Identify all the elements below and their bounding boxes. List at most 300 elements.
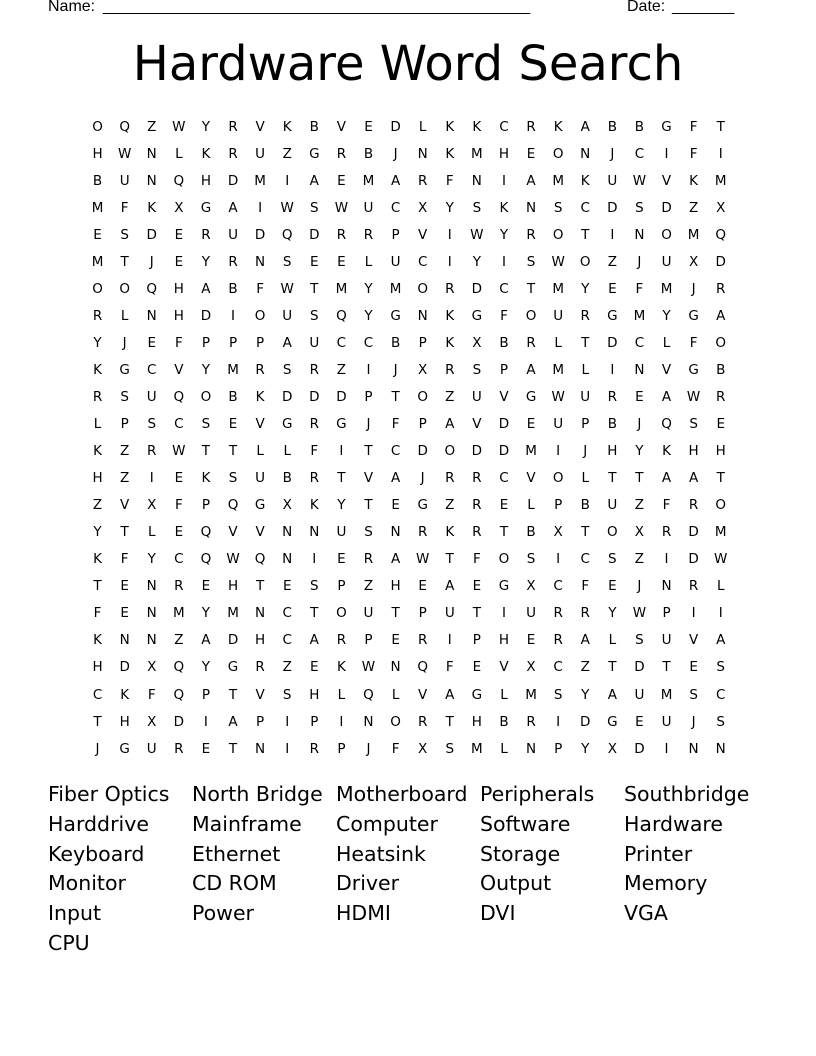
grid-letter: L — [147, 524, 156, 541]
grid-letter: E — [201, 740, 211, 757]
word-list-item: Mainframe — [192, 811, 302, 836]
grid-letter: R — [688, 578, 699, 595]
grid-letter: U — [363, 199, 374, 216]
grid-letter: E — [174, 470, 184, 487]
grid-letter: Z — [336, 361, 347, 378]
grid-letter: P — [201, 334, 210, 351]
grid-letter: I — [312, 551, 317, 568]
grid-letter: U — [444, 605, 455, 622]
grid-letter: C — [174, 551, 184, 568]
grid-letter: N — [634, 361, 645, 378]
grid-letter: F — [581, 578, 590, 595]
grid-letter: S — [445, 740, 455, 757]
grid-letter: O — [552, 226, 564, 243]
grid-letter: Y — [201, 659, 211, 676]
grid-letter: H — [390, 578, 401, 595]
grid-letter: W — [226, 551, 240, 568]
grid-letter: D — [119, 659, 130, 676]
grid-letter: A — [282, 334, 292, 351]
grid-letter: Y — [364, 280, 373, 297]
grid-letter: I — [339, 443, 344, 460]
grid-letter: S — [472, 361, 482, 378]
grid-letter: N — [146, 578, 157, 595]
grid-letter: E — [526, 632, 536, 649]
grid-letter: O — [200, 388, 212, 405]
grid-letter: E — [337, 172, 346, 189]
grid-letter: R — [363, 226, 374, 243]
grid-letter: T — [391, 388, 400, 405]
grid-letter: W — [470, 226, 484, 243]
grid-letter: E — [120, 578, 129, 595]
grid-letter: O — [715, 334, 727, 351]
grid-letter: D — [227, 172, 239, 189]
grid-letter: W — [172, 118, 186, 135]
grid-letter: R — [92, 307, 103, 324]
grid-letter: T — [228, 686, 238, 703]
grid-letter: N — [255, 253, 266, 270]
grid-letter: L — [662, 334, 671, 351]
grid-letter: U — [580, 388, 591, 405]
grid-letter: N — [146, 632, 157, 649]
grid-letter: O — [336, 605, 347, 622]
grid-letter: J — [583, 443, 588, 460]
grid-letter: U — [255, 145, 266, 162]
grid-letter: Z — [363, 578, 374, 595]
grid-row — [84, 248, 734, 275]
grid-letter: I — [203, 713, 208, 730]
grid-row — [84, 221, 734, 248]
grid-letter: Z — [120, 443, 130, 460]
grid-letter: F — [120, 551, 129, 568]
grid-letter: I — [149, 470, 154, 487]
grid-letter: W — [172, 443, 186, 460]
word-list-item: HDMI — [336, 901, 391, 926]
grid-row — [84, 302, 734, 329]
grid-letter: E — [391, 632, 400, 649]
grid-letter: P — [391, 226, 400, 243]
grid-letter: C — [390, 199, 401, 216]
grid-letter: E — [472, 659, 482, 676]
grid-letter: G — [607, 713, 618, 730]
grid-letter: M — [714, 524, 727, 541]
grid-letter: T — [364, 443, 373, 460]
grid-letter: C — [499, 470, 509, 487]
grid-letter: D — [688, 524, 699, 541]
grid-letter: B — [634, 118, 645, 135]
grid-letter: W — [714, 551, 728, 568]
grid-letter: J — [393, 361, 398, 378]
grid-letter: K — [120, 686, 130, 703]
grid-letter: X — [147, 659, 157, 676]
grid-letter: I — [366, 361, 371, 378]
grid-letter: S — [608, 551, 617, 568]
word-list-item: Power — [192, 901, 254, 926]
grid-letter: H — [255, 632, 266, 649]
grid-letter: P — [201, 497, 210, 514]
grid-letter: F — [635, 280, 644, 297]
grid-letter: R — [228, 253, 238, 270]
grid-letter: B — [92, 172, 103, 189]
grid-letter: E — [282, 578, 292, 595]
grid-letter: V — [472, 416, 482, 433]
grid-letter: X — [553, 524, 563, 541]
grid-letter: O — [417, 280, 428, 297]
grid-letter: Y — [201, 605, 211, 622]
grid-letter: A — [445, 578, 455, 595]
grid-letter: A — [716, 632, 726, 649]
grid-letter: M — [389, 280, 402, 297]
grid-letter: A — [201, 632, 211, 649]
grid-letter: U — [390, 253, 401, 270]
grid-letter: V — [255, 524, 265, 541]
grid-letter: R — [174, 740, 184, 757]
grid-letter: Z — [445, 388, 455, 405]
grid-letter: X — [472, 334, 482, 351]
grid-letter: G — [200, 199, 212, 216]
grid-letter: S — [120, 388, 129, 405]
grid-letter: M — [362, 172, 375, 189]
grid-letter: N — [525, 199, 537, 216]
grid-letter: Q — [200, 551, 212, 568]
word-list-item: Memory — [624, 871, 708, 896]
grid-letter: S — [310, 578, 319, 595]
grid-letter: T — [608, 470, 617, 487]
grid-letter: V — [499, 659, 509, 676]
grid-letter: H — [92, 145, 103, 162]
word-list-item: Input — [48, 901, 102, 926]
grid-letter: D — [417, 443, 428, 460]
grid-letter: E — [635, 713, 644, 730]
grid-letter: N — [417, 145, 428, 162]
grid-letter: N — [146, 145, 157, 162]
grid-letter: C — [553, 578, 563, 595]
grid-letter: U — [526, 605, 536, 622]
grid-letter: Q — [227, 497, 239, 514]
grid-letter: P — [662, 605, 671, 622]
grid-letter: X — [147, 497, 157, 514]
grid-letter: U — [553, 307, 564, 324]
grid-letter: A — [309, 172, 319, 189]
grid-letter: X — [688, 253, 699, 270]
grid-letter: C — [580, 551, 590, 568]
grid-row — [84, 167, 734, 194]
grid-letter: L — [500, 740, 508, 757]
grid-letter: M — [525, 443, 537, 460]
grid-letter: R — [526, 226, 536, 243]
grid-letter: U — [363, 605, 374, 622]
grid-letter: A — [716, 307, 726, 324]
grid-letter: R — [417, 632, 428, 649]
grid-letter: F — [689, 145, 698, 162]
grid-letter: B — [390, 334, 401, 351]
grid-letter: M — [227, 605, 239, 622]
grid-letter: E — [201, 578, 211, 595]
grid-letter: N — [146, 172, 157, 189]
grid-letter: O — [92, 118, 103, 135]
grid-letter: T — [120, 524, 129, 541]
grid-letter: N — [255, 605, 266, 622]
grid-letter: R — [336, 145, 347, 162]
grid-letter: O — [552, 470, 564, 487]
grid-letter: U — [661, 713, 672, 730]
grid-letter: J — [420, 470, 425, 487]
grid-letter: A — [445, 686, 455, 703]
grid-letter: D — [498, 416, 510, 433]
grid-letter: D — [715, 253, 726, 270]
grid-letter: M — [91, 253, 104, 270]
grid-letter: A — [607, 686, 617, 703]
grid-letter: T — [93, 578, 102, 595]
grid-letter: G — [119, 361, 130, 378]
grid-letter: E — [472, 578, 482, 595]
grid-letter: A — [228, 713, 238, 730]
grid-letter: R — [309, 740, 319, 757]
grid-letter: E — [310, 253, 319, 270]
grid-letter: T — [310, 605, 319, 622]
grid-letter: H — [119, 713, 130, 730]
grid-letter: U — [607, 497, 618, 514]
grid-letter: D — [227, 632, 239, 649]
grid-letter: S — [526, 551, 536, 568]
grid-letter: T — [581, 334, 590, 351]
grid-letter: A — [390, 172, 401, 189]
word-list-item: Harddrive — [48, 811, 149, 836]
grid-letter: P — [256, 713, 265, 730]
grid-letter: Z — [282, 145, 292, 162]
grid-letter: U — [146, 388, 157, 405]
grid-letter: T — [228, 740, 238, 757]
grid-letter: L — [581, 470, 589, 487]
grid-letter: K — [201, 470, 211, 487]
grid-letter: M — [633, 307, 646, 324]
grid-letter: D — [282, 388, 293, 405]
grid-letter: N — [282, 524, 293, 541]
page-title: Hardware Word Search — [132, 36, 684, 92]
word-list — [48, 780, 768, 959]
grid-letter: S — [526, 253, 536, 270]
grid-letter: M — [660, 280, 673, 297]
grid-letter: D — [390, 118, 401, 135]
grid-letter: F — [472, 551, 481, 568]
grid-letter: B — [228, 280, 238, 297]
grid-letter: Z — [634, 497, 645, 514]
grid-letter: G — [471, 307, 483, 324]
grid-letter: E — [337, 551, 346, 568]
grid-letter: U — [553, 416, 564, 433]
grid-letter: L — [283, 443, 291, 460]
grid-letter: C — [282, 632, 292, 649]
grid-letter: T — [364, 497, 373, 514]
grid-letter: B — [363, 145, 374, 162]
grid-letter: C — [499, 118, 509, 135]
grid-letter: R — [309, 416, 319, 433]
grid-letter: Z — [580, 659, 590, 676]
grid-letter: U — [661, 253, 672, 270]
grid-letter: Y — [201, 118, 211, 135]
grid-letter: T — [391, 605, 400, 622]
grid-letter: A — [390, 470, 401, 487]
grid-letter: I — [501, 172, 506, 189]
grid-letter: W — [415, 551, 430, 568]
grid-letter: N — [715, 740, 726, 757]
grid-letter: P — [581, 416, 590, 433]
grid-letter: P — [418, 605, 427, 622]
grid-letter: F — [662, 497, 671, 514]
grid-letter: D — [309, 226, 320, 243]
grid-letter: P — [499, 361, 509, 378]
grid-letter: D — [336, 388, 347, 405]
grid-letter: Y — [147, 551, 156, 568]
grid-letter: R — [417, 524, 428, 541]
grid-letter: N — [661, 578, 672, 595]
grid-letter: P — [310, 713, 319, 730]
grid-letter: G — [688, 307, 699, 324]
grid-letter: V — [499, 388, 509, 405]
grid-row — [84, 329, 734, 356]
grid-letter: N — [363, 713, 374, 730]
grid-letter: A — [688, 470, 699, 487]
grid-letter: S — [553, 199, 563, 216]
grid-letter: W — [632, 605, 647, 622]
grid-letter: X — [147, 713, 157, 730]
grid-letter: E — [228, 416, 238, 433]
grid-letter: W — [551, 388, 565, 405]
grid-letter: V — [526, 470, 536, 487]
grid-letter: R — [445, 280, 455, 297]
grid-letter: I — [556, 551, 561, 568]
grid-letter: N — [282, 551, 293, 568]
grid-letter: T — [581, 524, 590, 541]
grid-letter: B — [499, 334, 509, 351]
grid-letter: I — [718, 605, 723, 622]
grid-letter: F — [174, 497, 183, 514]
grid-letter: V — [120, 497, 130, 514]
grid-letter: R — [526, 713, 536, 730]
grid-letter: K — [445, 334, 455, 351]
word-list-item: Hardware — [624, 811, 723, 836]
word-list-item: Fiber Optics — [48, 782, 170, 806]
grid-letter: R — [472, 470, 482, 487]
grid-letter: W — [280, 199, 294, 216]
letter-grid — [84, 113, 734, 762]
grid-letter: R — [661, 524, 672, 541]
grid-letter: D — [254, 226, 266, 243]
grid-letter: K — [445, 145, 455, 162]
grid-letter: E — [337, 253, 346, 270]
grid-letter: F — [120, 199, 129, 216]
grid-letter: R — [716, 280, 726, 297]
grid-letter: Z — [92, 497, 103, 514]
grid-letter: I — [610, 226, 615, 243]
grid-letter: R — [147, 443, 157, 460]
grid-letter: M — [227, 361, 239, 378]
grid-letter: H — [688, 443, 699, 460]
grid-letter: G — [309, 145, 320, 162]
grid-letter: D — [634, 740, 645, 757]
grid-letter: F — [147, 686, 156, 703]
grid-letter: Y — [581, 740, 590, 757]
grid-letter: I — [691, 605, 696, 622]
grid-letter: F — [93, 605, 102, 622]
grid-letter: P — [554, 497, 563, 514]
grid-letter: V — [174, 361, 184, 378]
grid-row — [84, 356, 734, 383]
grid-letter: C — [92, 686, 103, 703]
grid-letter: G — [525, 388, 537, 405]
name-label: Name: — [48, 0, 96, 15]
grid-letter: P — [201, 686, 210, 703]
grid-letter: Y — [472, 253, 481, 270]
grid-letter: O — [444, 443, 456, 460]
grid-letter: C — [282, 605, 292, 622]
grid-letter: N — [390, 524, 401, 541]
grid-row — [84, 438, 734, 465]
grid-letter: U — [607, 172, 618, 189]
word-list-item: Monitor — [48, 871, 126, 896]
word-list-item: Southbridge — [624, 782, 750, 806]
grid-letter: G — [688, 361, 699, 378]
grid-row — [84, 519, 734, 546]
grid-letter: V — [661, 172, 672, 189]
grid-letter: P — [472, 632, 481, 649]
grid-letter: C — [553, 659, 563, 676]
grid-letter: M — [471, 145, 483, 162]
grid-letter: K — [255, 388, 265, 405]
grid-letter: R — [228, 118, 238, 135]
grid-letter: R — [553, 605, 563, 622]
grid-letter: O — [715, 497, 727, 514]
grid-letter: B — [607, 118, 617, 135]
grid-letter: V — [363, 470, 374, 487]
word-list-item: Peripherals — [480, 782, 595, 806]
grid-letter: M — [552, 361, 564, 378]
grid-letter: M — [687, 226, 700, 243]
grid-row — [84, 492, 734, 519]
word-list-item: Storage — [480, 841, 561, 866]
grid-letter: R — [445, 470, 455, 487]
grid-letter: X — [282, 497, 292, 514]
grid-letter: E — [635, 388, 644, 405]
grid-letter: L — [716, 578, 725, 595]
grid-letter: F — [310, 443, 319, 460]
grid-letter: Z — [634, 551, 645, 568]
grid-letter: E — [364, 118, 373, 135]
grid-letter: L — [391, 686, 400, 703]
grid-letter: F — [174, 334, 183, 351]
word-list-item: Motherboard — [336, 782, 468, 806]
grid-letter: K — [201, 145, 211, 162]
grid-letter: X — [418, 199, 428, 216]
grid-letter: B — [309, 118, 319, 135]
grid-letter: S — [147, 416, 157, 433]
grid-letter: L — [527, 497, 535, 514]
grid-letter: A — [390, 551, 401, 568]
grid-letter: T — [499, 524, 509, 541]
grid-letter: G — [417, 497, 428, 514]
grid-letter: X — [634, 524, 645, 541]
grid-letter: U — [471, 388, 482, 405]
grid-letter: G — [281, 416, 293, 433]
grid-letter: L — [337, 686, 346, 703]
grid-letter: Q — [146, 280, 158, 297]
grid-letter: Q — [173, 686, 185, 703]
grid-letter: Y — [201, 361, 211, 378]
grid-letter: W — [632, 172, 647, 189]
grid-letter: K — [445, 118, 455, 135]
grid-letter: D — [471, 443, 483, 460]
grid-row — [84, 465, 734, 492]
grid-letter: I — [285, 172, 290, 189]
